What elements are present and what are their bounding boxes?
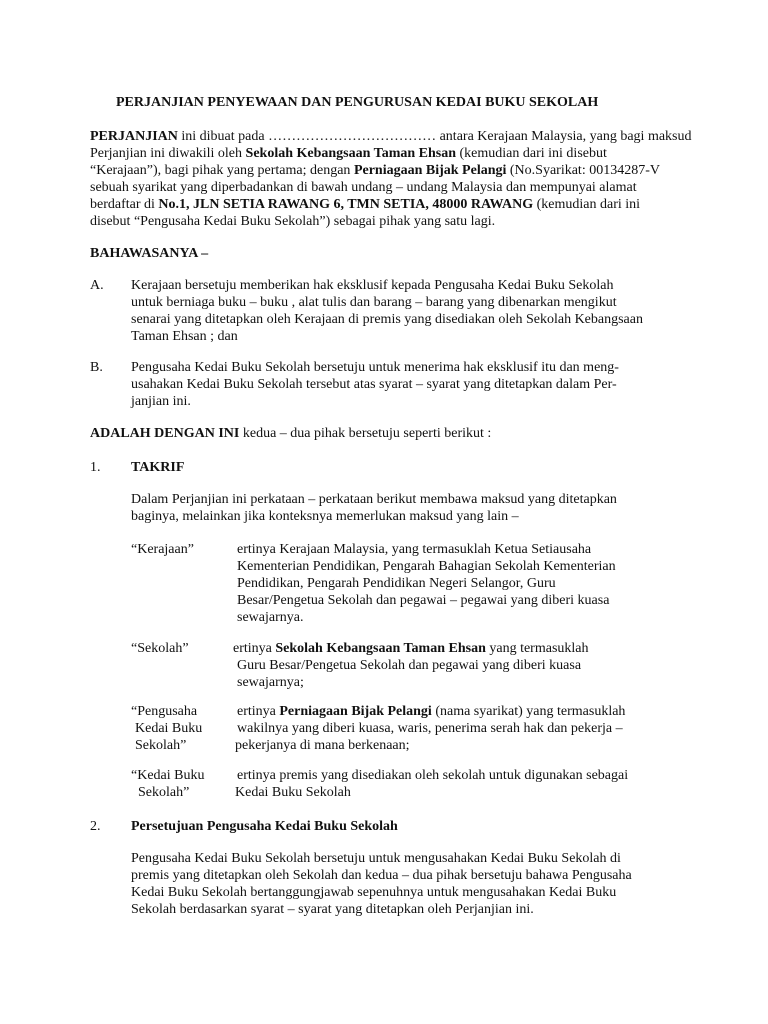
section-2-para: Kedai Buku Sekolah bertanggungjawab sepenuhnya untuk mengusahakan Kedai Buku [131,885,617,900]
def-term-kerajaan: “Kerajaan” [131,542,194,557]
section-2-para: Pengusaha Kedai Buku Sekolah bersetuju untuk mengusahakan Kedai Buku Sekolah di [131,851,621,866]
intro-line-6: disebut “Pengusaha Kedai Buku Sekolah”) sebagai pihak yang satu lagi. [90,214,496,229]
section-2-para: premis yang ditetapkan oleh Sekolah dan kedua – dua pihak bersetuju bahawa Pengusaha [131,868,632,883]
document-title: PERJANJIAN PENYEWAAN DAN PENGURUSAN KEDAI BUKU SEKOLAH [116,95,599,110]
section-1-number: 1. [90,460,101,475]
intro-line-4: sebuah syarikat yang diperbadankan di bawah undang – undang Malaysia dan mempunyai alamat [90,180,637,195]
def-term-kedai: Sekolah” [138,785,190,800]
clause-a-line: senarai yang ditetapkan oleh Kerajaan di premis yang disediakan oleh Sekolah Kebangsaan [131,312,643,327]
company-name: Perniagaan Bijak Pelangi [353,163,507,178]
intro-text: antara Kerajaan Malaysia, yang bagi maksud [436,129,692,144]
clause-a-marker: A. [90,278,104,293]
def-kerajaan-line: sewajarnya. [237,610,304,625]
date-blank: ……………………………… [268,129,437,144]
adalah-line [90,425,491,442]
def-kerajaan-line: ertinya Kerajaan Malaysia, yang termasuklah Ketua Setiausaha [237,542,592,557]
def-kedai-line: ertinya premis yang disediakan oleh sekolah untuk digunakan sebagai [237,768,629,783]
def-term-kedai: “Kedai Buku [131,768,205,783]
intro-line-1 [90,128,692,145]
def-kerajaan-line: Kementerian Pendidikan, Pengarah Bahagian Sekolah Kementerian [237,559,616,574]
def-kedai-line: Kedai Buku Sekolah [235,785,351,800]
adalah-label: ADALAH DENGAN INI [90,426,240,441]
intro-text: “Kerajaan”), bagi pihak yang pertama; dengan [90,163,354,178]
clause-a-line: Taman Ehsan ; dan [131,329,238,344]
clause-b-line: janjian ini. [131,394,191,409]
clause-a-line: Kerajaan bersetuju memberikan hak eksklusif kepada Pengusaha Kedai Buku Sekolah [131,278,614,293]
section-2-number: 2. [90,819,101,834]
def-sekolah-line [233,640,589,657]
bahawasanya-heading: BAHAWASANYA – [90,246,209,261]
school-name: Sekolah Kebangsaan Taman Ehsan [245,146,457,161]
intro-text: Perjanjian ini diwakili oleh [90,146,246,161]
intro-text: ini dibuat pada [177,129,269,144]
def-kerajaan-line: Pendidikan, Pengarah Pendidikan Negeri Selangor, Guru [237,576,556,591]
intro-line-3 [90,162,660,179]
def-sekolah-line: Guru Besar/Pengetua Sekolah dan pegawai yang diberi kuasa [237,658,582,673]
school-name: Sekolah Kebangsaan Taman Ehsan [275,641,486,656]
intro-text: berdaftar di [90,197,159,212]
section-2-heading: Persetujuan Pengusaha Kedai Buku Sekolah [131,819,398,834]
def-pengusaha-line: pekerjanya di mana berkenaan; [235,738,410,753]
section-1-para: Dalam Perjanjian ini perkataan – perkataan berikut membawa maksud yang ditetapkan [131,492,617,507]
def-sekolah-text: yang termasuklah [485,641,589,656]
def-term-sekolah: “Sekolah” [131,641,189,656]
def-sekolah-text: ertinya [233,641,276,656]
clause-b-line: Pengusaha Kedai Buku Sekolah bersetuju untuk menerima hak eksklusif itu dan meng- [131,360,619,375]
def-pengusaha-text: (nama syarikat) yang termasuklah [431,704,626,719]
def-pengusaha-text: ertinya [237,704,280,719]
intro-line-5 [90,196,640,213]
section-2-para: Sekolah berdasarkan syarat – syarat yang ditetapkan oleh Perjanjian ini. [131,902,534,917]
def-pengusaha-line: wakilnya yang diberi kuasa, waris, penerima serah hak dan pekerja – [237,721,623,736]
intro-text: (No.Syarikat: 00134287-V [506,163,660,178]
intro-perjanjian-label: PERJANJIAN [90,129,178,144]
clause-b-marker: B. [90,360,103,375]
company-name: Perniagaan Bijak Pelangi [279,704,432,719]
def-kerajaan-line: Besar/Pengetua Sekolah dan pegawai – pegawai yang diberi kuasa [237,593,610,608]
clause-a-line: untuk berniaga buku – buku , alat tulis dan barang – barang yang dibenarkan mengikut [131,295,617,310]
def-term-pengusaha: “Pengusaha [131,704,198,719]
def-term-pengusaha: Sekolah” [135,738,187,753]
intro-line-2 [90,145,607,162]
adalah-text: kedua – dua pihak bersetuju seperti berikut : [239,426,492,441]
section-1-para: baginya, melainkan jika konteksnya memerlukan maksud yang lain – [131,509,519,524]
section-1-heading: TAKRIF [131,460,185,475]
intro-text: (kemudian dari ini disebut [456,146,607,161]
company-address: No.1, JLN SETIA RAWANG 6, TMN SETIA, 48000 RAWANG [158,197,534,212]
def-term-pengusaha: Kedai Buku [135,721,203,736]
clause-b-line: usahakan Kedai Buku Sekolah tersebut atas syarat – syarat yang ditetapkan dalam Per- [131,377,617,392]
def-pengusaha-line [237,703,625,720]
intro-text: (kemudian dari ini [533,197,641,212]
def-sekolah-line: sewajarnya; [237,675,304,690]
